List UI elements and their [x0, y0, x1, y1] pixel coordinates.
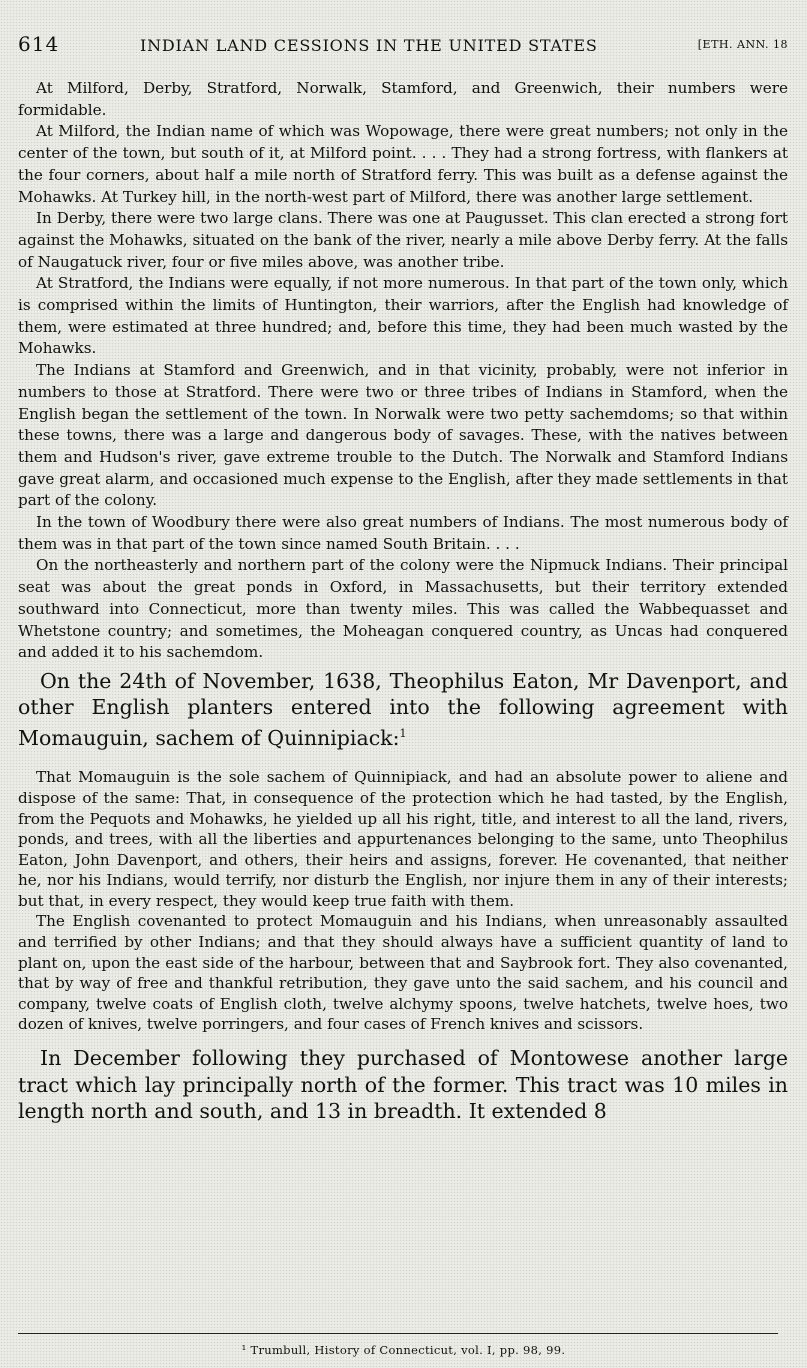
closing-paragraph: In December following they purchased of Montowese another large tract which lay principally north of the former. This tract was 10 miles in length north and south, and 13 in breadth. It extended 8	[18, 1046, 788, 1124]
footnote-reference: 1	[399, 726, 407, 740]
agreement-paragraph: The English covenanted to protect Momauguin and his Indians, when unreasonably assaulted and terrified by other Indians; and that they should always have a sufficient quantity of land to plant on, upon the east side of the harbour, between that and Saybrook fort. They also covenanted, that by way of free and thankful retribution, they gave unto the said sachem, and his council and company, twelve coats of English cloth, twelve alchymy spoons, twelve hatchets, twelve hoes, two dozen of knives, twelve porringers, and four cases of French knives and scissors.	[18, 912, 788, 1034]
running-title: INDIAN LAND CESSIONS IN THE UNITED STATES	[140, 36, 598, 55]
running-header	[18, 30, 788, 60]
closing-text	[18, 1045, 788, 1125]
quote-paragraph: In Derby, there were two large clans. There was one at Paugusset. This clan erected a strong fort against the Mohawks, situated on the bank of the river, nearly a mile above Derby ferry. At the falls of Naugatuck river, four or five miles above, was another tribe.	[18, 209, 788, 271]
quote-paragraph: In the town of Woodbury there were also great numbers of Indians. The most numerous body of them was in that part of the town since named South Britain. . . .	[18, 513, 788, 553]
quote-paragraph: At Milford, the Indian name of which was Wopowage, there were great numbers; not only in the center of the town, but south of it, at Milford point. . . . They had a strong fortress, with flankers at the four corners, about half a mile north of Stratford ferry. This was built as a defense against the Mohawks. At Turkey hill, in the north-west part of Milford, there was another large settlement.	[18, 122, 788, 206]
main-paragraph-text: On the 24th of November, 1638, Theophilus Eaton, Mr Davenport, and other English planters entered into the following agreement with Momauguin, sachem of Quinnipiack:	[18, 668, 788, 750]
quote-paragraph: On the northeasterly and northern part of the colony were the Nipmuck Indians. Their principal seat was about the great ponds in Oxford, in Massachusetts, but their territory extended southward into Connecticut, more than twenty miles. This was called the Wabbequasset and Whetstone country; and sometimes, the Moheagan conquered country, as Uncas had conquered and added it to his sachemdom.	[18, 556, 788, 662]
annual-report-reference: [ETH. ANN. 18	[697, 38, 788, 51]
footnote-rule	[18, 1333, 778, 1334]
page-number: 614	[18, 32, 60, 56]
agreement-passage	[18, 767, 788, 1035]
main-text	[18, 668, 788, 751]
quote-paragraph: At Milford, Derby, Stratford, Norwalk, Stamford, and Greenwich, their numbers were formidable.	[18, 79, 788, 119]
footnote: ¹ Trumbull, History of Connecticut, vol. I, pp. 98, 99.	[241, 1343, 566, 1357]
page	[18, 30, 788, 1125]
quoted-passage	[18, 78, 788, 664]
agreement-paragraph: That Momauguin is the sole sachem of Quinnipiack, and had an absolute power to aliene and dispose of the same: That, in consequence of the protection which he had tasted, by the English, from the Pequots and Mohawks, he yielded up all his right, title, and interest to all the land, rivers, ponds, and trees, with all the liberties and appurtenances belonging to the same, unto Theophilus Eaton, John Davenport, and others, their heirs and assigns, forever. He covenanted, that neither he, nor his Indians, would terrify, nor disturb the English, nor injure them in any of their interests; but that, in every respect, they would keep true faith with them.	[18, 768, 788, 910]
quote-paragraph: At Stratford, the Indians were equally, if not more numerous. In that part of the town only, which is comprised within the limits of Huntington, their warriors, after the English had knowledge of them, were estimated at three hundred; and, before this time, they had been much wasted by the Mohawks.	[18, 274, 788, 358]
quote-paragraph: The Indians at Stamford and Greenwich, and in that vicinity, probably, were not inferior in numbers to those at Stratford. There were two or three tribes of Indians in Stamford, when the English began the settlement of the town. In Norwalk were two petty sachemdoms; so that within these towns, there was a large and dangerous body of savages. These, with the natives between them and Hudson's river, gave extreme trouble to the Dutch. The Norwalk and Stamford Indians gave great alarm, and occasioned much expense to the English, after they made settlements in that part of the colony.	[18, 361, 788, 510]
main-paragraph	[18, 668, 788, 751]
